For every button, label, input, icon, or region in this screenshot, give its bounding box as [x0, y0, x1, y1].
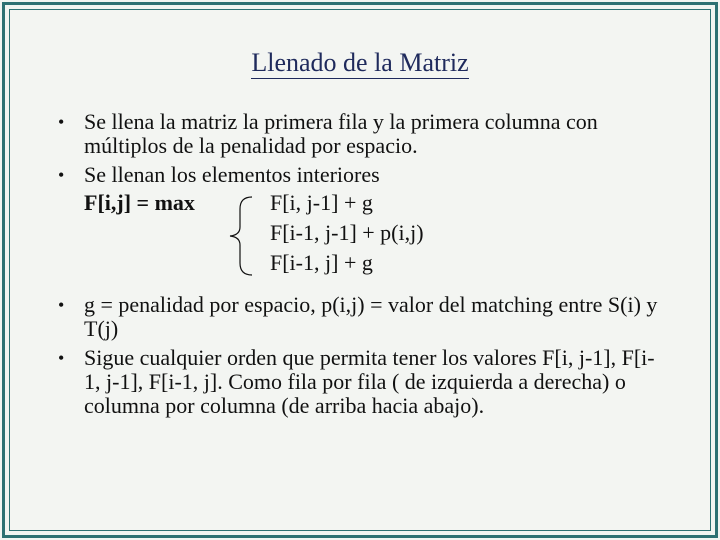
bullet-text: Sigue cualquier orden que permita tener los valores F[i, j-1], F[i-1, j-1], F[i-1, j]. Como fila por fila ( de izquierda a derecha) o columna por columna (de arriba hacia abajo).: [84, 345, 655, 418]
bullet-item: [58, 110, 668, 158]
formula-option: F[i-1, j] + g: [270, 250, 373, 275]
bullet-dot: •: [58, 348, 65, 368]
slide-body: [58, 110, 668, 423]
left-brace-icon: [226, 193, 262, 279]
bullet-text: Se llenan los elementos interiores: [84, 162, 380, 187]
bullet-item: [58, 346, 668, 418]
bullet-text: Se llena la matriz la primera fila y la primera columna con múltiplos de la penalidad por espacio.: [84, 109, 598, 158]
formula-option: F[i, j-1] + g: [270, 190, 373, 215]
slide-title: [0, 48, 720, 78]
recurrence-formula: [58, 191, 668, 287]
bullet-dot: •: [58, 165, 65, 185]
formula-lhs: F[i,j] = max: [84, 190, 195, 215]
formula-option: F[i-1, j-1] + p(i,j): [270, 220, 424, 245]
bullet-dot: •: [58, 112, 65, 132]
bullet-dot: •: [58, 295, 65, 315]
bullet-item: [58, 163, 668, 187]
bullet-text: g = penalidad por espacio, p(i,j) = valor del matching entre S(i) y T(j): [84, 292, 658, 341]
slide-title-text: Llenado de la Matriz: [251, 48, 469, 77]
bullet-item: [58, 293, 668, 341]
